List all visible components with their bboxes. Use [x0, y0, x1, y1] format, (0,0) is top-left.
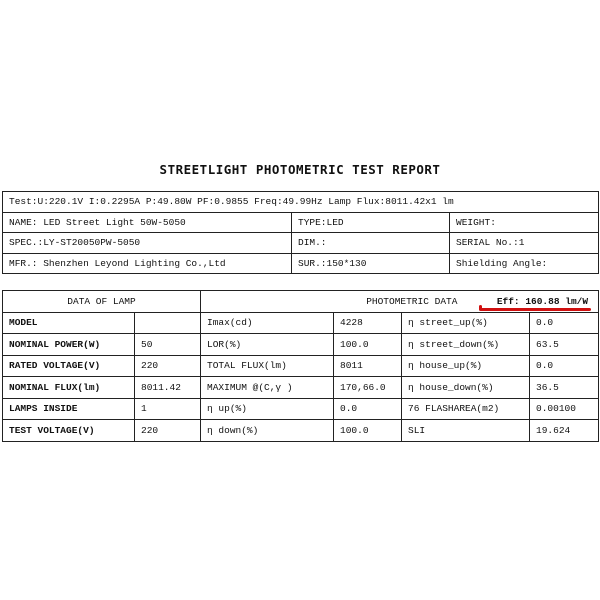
- photometric-data-header: PHOTOMETRIC DATA: [366, 295, 458, 307]
- lamp-value: [135, 312, 201, 334]
- photo-value: 8011: [334, 355, 402, 377]
- eta-value: 0.0: [530, 355, 599, 377]
- efficacy-highlight-underline: [479, 308, 591, 311]
- spec-cell: SPEC.:LY-ST20050PW-5050: [3, 233, 292, 254]
- eta-label: η house_down(%): [402, 377, 530, 399]
- lamp-label: NOMINAL POWER(W): [3, 334, 135, 356]
- lamp-data-header: DATA OF LAMP: [3, 291, 201, 313]
- photo-value: 4228: [334, 312, 402, 334]
- lamp-label: NOMINAL FLUX(lm): [3, 377, 135, 399]
- eta-value: 63.5: [530, 334, 599, 356]
- eta-value: 0.00100: [530, 398, 599, 420]
- eta-label: η street_up(%): [402, 312, 530, 334]
- lamp-label: TEST VOLTAGE(V): [3, 420, 135, 442]
- lamp-value: 1: [135, 398, 201, 420]
- test-line: Test:U:220.1V I:0.2295A P:49.80W PF:0.9855 Freq:49.99Hz Lamp Flux:8011.42x1 lm: [3, 192, 599, 213]
- name-cell: NAME: LED Street Light 50W-5050: [3, 212, 292, 233]
- photo-value: 0.0: [334, 398, 402, 420]
- eta-value: 19.624: [530, 420, 599, 442]
- table-row: [3, 420, 599, 442]
- lamp-label: MODEL: [3, 312, 135, 334]
- lamp-value: 220: [135, 420, 201, 442]
- eta-value: 0.0: [530, 312, 599, 334]
- lamp-label: RATED VOLTAGE(V): [3, 355, 135, 377]
- lamp-value: 50: [135, 334, 201, 356]
- name-row: [3, 212, 599, 233]
- eta-label: η street_down(%): [402, 334, 530, 356]
- photo-label: MAXIMUM @(C,γ ): [201, 377, 334, 399]
- photo-value: 170,66.0: [334, 377, 402, 399]
- photo-label: TOTAL FLUX(lm): [201, 355, 334, 377]
- sur-cell: SUR.:150*130: [292, 253, 450, 274]
- weight-cell: WEIGHT:: [450, 212, 599, 233]
- table-row: [3, 334, 599, 356]
- serial-cell: SERIAL No.:1: [450, 233, 599, 254]
- photo-value: 100.0: [334, 334, 402, 356]
- table-row: [3, 377, 599, 399]
- photo-label: η up(%): [201, 398, 334, 420]
- header-info-table: [2, 191, 599, 274]
- table-row: [3, 355, 599, 377]
- data-rows: [3, 312, 599, 441]
- photo-label: LOR(%): [201, 334, 334, 356]
- photo-label: Imax(cd): [201, 312, 334, 334]
- dim-cell: DIM.:: [292, 233, 450, 254]
- mfr-cell: MFR.: Shenzhen Leyond Lighting Co.,Ltd: [3, 253, 292, 274]
- eta-label: 76 FLASHAREA(m2): [402, 398, 530, 420]
- type-cell: TYPE:LED: [292, 212, 450, 233]
- report-title: STREETLIGHT PHOTOMETRIC TEST REPORT: [159, 162, 441, 177]
- lamp-value: 8011.42: [135, 377, 201, 399]
- photo-label: η down(%): [201, 420, 334, 442]
- eta-label: SLI: [402, 420, 530, 442]
- lamp-label: LAMPS INSIDE: [3, 398, 135, 420]
- eta-value: 36.5: [530, 377, 599, 399]
- table-row: [3, 312, 599, 334]
- photo-value: 100.0: [334, 420, 402, 442]
- photometric-data-table: [2, 290, 599, 442]
- test-row: [3, 192, 599, 213]
- mfr-row: [3, 253, 599, 274]
- lamp-value: 220: [135, 355, 201, 377]
- table-row: [3, 398, 599, 420]
- eta-label: η house_up(%): [402, 355, 530, 377]
- efficacy-value: Eff: 160.88 lm/W: [496, 295, 589, 307]
- shielding-cell: Shielding Angle:: [450, 253, 599, 274]
- spec-row: [3, 233, 599, 254]
